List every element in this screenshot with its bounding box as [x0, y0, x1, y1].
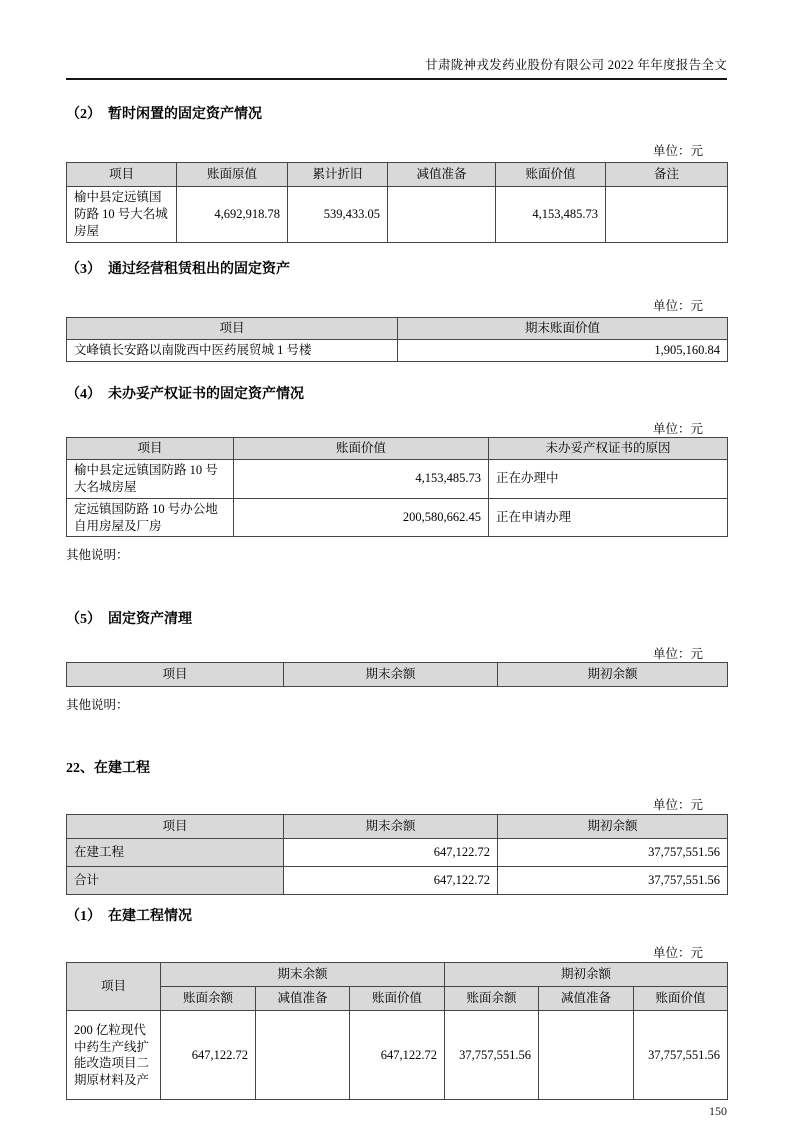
page-header [66, 55, 727, 80]
cell-opening-balance: 37,757,551.56 [498, 867, 728, 895]
other-notes-label: 其他说明： [66, 698, 129, 713]
cell-impairment [388, 187, 496, 243]
unit-label: 单位：元 [652, 647, 703, 662]
table-row [67, 459, 728, 498]
table-row [67, 1011, 728, 1100]
col-header-item: 项目 [67, 163, 177, 187]
table-header-row [67, 963, 728, 987]
cell-accumulated-depreciation: 539,433.05 [288, 187, 388, 243]
col-header-opening-balance: 期初余额 [498, 663, 728, 687]
unit-label: 单位：元 [652, 421, 703, 436]
cip-summary-table [66, 814, 728, 895]
col-header-item: 项目 [67, 663, 284, 687]
other-notes-label: 其他说明： [66, 548, 129, 563]
section-title-disposal: （5） 固定资产清理 [66, 612, 192, 628]
col-header-book-value: 账面价值 [350, 987, 445, 1011]
table-subheader-row [67, 987, 728, 1011]
cell-closing-book-balance: 647,122.72 [161, 1011, 256, 1100]
col-header-book-balance: 账面余额 [161, 987, 256, 1011]
cip-detail-table [66, 962, 728, 1100]
table-header-row [67, 163, 728, 187]
col-header-book-value: 账面价值 [634, 987, 728, 1011]
cell-original-value: 4,692,918.78 [177, 187, 288, 243]
col-header-impairment: 减值准备 [256, 987, 350, 1011]
col-header-impairment: 减值准备 [388, 163, 496, 187]
section-title-leased-out: （3） 通过经营租赁租出的固定资产 [66, 262, 290, 277]
col-header-book-value: 账面价值 [496, 163, 606, 187]
table-header-row [67, 437, 728, 459]
cell-item: 定远镇国防路 10 号办公地自用房屋及厂房 [67, 498, 234, 537]
col-header-item: 项目 [67, 815, 284, 839]
col-header-item: 项目 [67, 963, 161, 1011]
col-header-item: 项目 [67, 437, 234, 459]
no-cert-table [66, 437, 728, 538]
page-number: 150 [709, 1104, 727, 1119]
disposal-table [66, 662, 728, 687]
cell-reason: 正在申请办理 [489, 498, 728, 537]
section-title-cip-detail: （1） 在建工程情况 [66, 909, 192, 925]
col-group-opening-balance: 期初余额 [445, 963, 728, 987]
section-title-cip: 22、在建工程 [66, 761, 150, 777]
cell-closing-balance: 647,122.72 [284, 867, 498, 895]
col-header-item: 项目 [67, 318, 398, 340]
unit-label: 单位：元 [652, 299, 703, 313]
section-title-idle-assets: （2） 暂时闲置的固定资产情况 [66, 107, 262, 122]
col-header-impairment: 减值准备 [539, 987, 634, 1011]
cell-book-value: 4,153,485.73 [496, 187, 606, 243]
unit-label: 单位：元 [652, 144, 703, 158]
table-row [67, 187, 728, 243]
table-header-row [67, 663, 728, 687]
cell-closing-book-value: 647,122.72 [350, 1011, 445, 1100]
col-header-remark: 备注 [606, 163, 728, 187]
col-header-closing-balance: 期末余额 [284, 815, 498, 839]
cell-opening-book-balance: 37,757,551.56 [445, 1011, 539, 1100]
cell-opening-book-value: 37,757,551.56 [634, 1011, 728, 1100]
table-row [67, 340, 728, 362]
cell-book-value: 4,153,485.73 [234, 459, 489, 498]
col-header-original-value: 账面原值 [177, 163, 288, 187]
cell-item: 200 亿粒现代中药生产线扩能改造项目二期原材料及产 [67, 1011, 161, 1100]
col-header-book-balance: 账面余额 [445, 987, 539, 1011]
table-header-row [67, 318, 728, 340]
table-header-row [67, 815, 728, 839]
col-group-closing-balance: 期末余额 [161, 963, 445, 987]
col-header-reason: 未办妥产权证书的原因 [489, 437, 728, 459]
col-header-accumulated-depreciation: 累计折旧 [288, 163, 388, 187]
col-header-closing-book-value: 期末账面价值 [398, 318, 728, 340]
unit-label: 单位：元 [652, 798, 703, 813]
cell-reason: 正在办理中 [489, 459, 728, 498]
cell-item: 文峰镇长安路以南陇西中医药展贸城 1 号楼 [67, 340, 398, 362]
cell-opening-impairment [539, 1011, 634, 1100]
cell-item: 合计 [67, 867, 284, 895]
cell-book-value: 200,580,662.45 [234, 498, 489, 537]
table-row [67, 498, 728, 537]
cell-closing-impairment [256, 1011, 350, 1100]
idle-assets-table [66, 162, 728, 243]
cell-closing-balance: 647,122.72 [284, 839, 498, 867]
section-title-no-cert: （4） 未办妥产权证书的固定资产情况 [66, 386, 304, 402]
cell-remark [606, 187, 728, 243]
table-row [67, 867, 728, 895]
cell-opening-balance: 37,757,551.56 [498, 839, 728, 867]
report-title: 甘肃陇神戎发药业股份有限公司 2022 年年度报告全文 [425, 58, 727, 72]
cell-item: 在建工程 [67, 839, 284, 867]
col-header-book-value: 账面价值 [234, 437, 489, 459]
col-header-closing-balance: 期末余额 [284, 663, 498, 687]
table-row [67, 839, 728, 867]
cell-item: 榆中县定远镇国防路 10 号大名城房屋 [67, 459, 234, 498]
cell-item: 榆中县定远镇国防路 10 号大名城房屋 [67, 187, 177, 243]
leased-out-table [66, 317, 728, 362]
col-header-opening-balance: 期初余额 [498, 815, 728, 839]
cell-closing-book-value: 1,905,160.84 [398, 340, 728, 362]
unit-label: 单位：元 [652, 946, 703, 961]
